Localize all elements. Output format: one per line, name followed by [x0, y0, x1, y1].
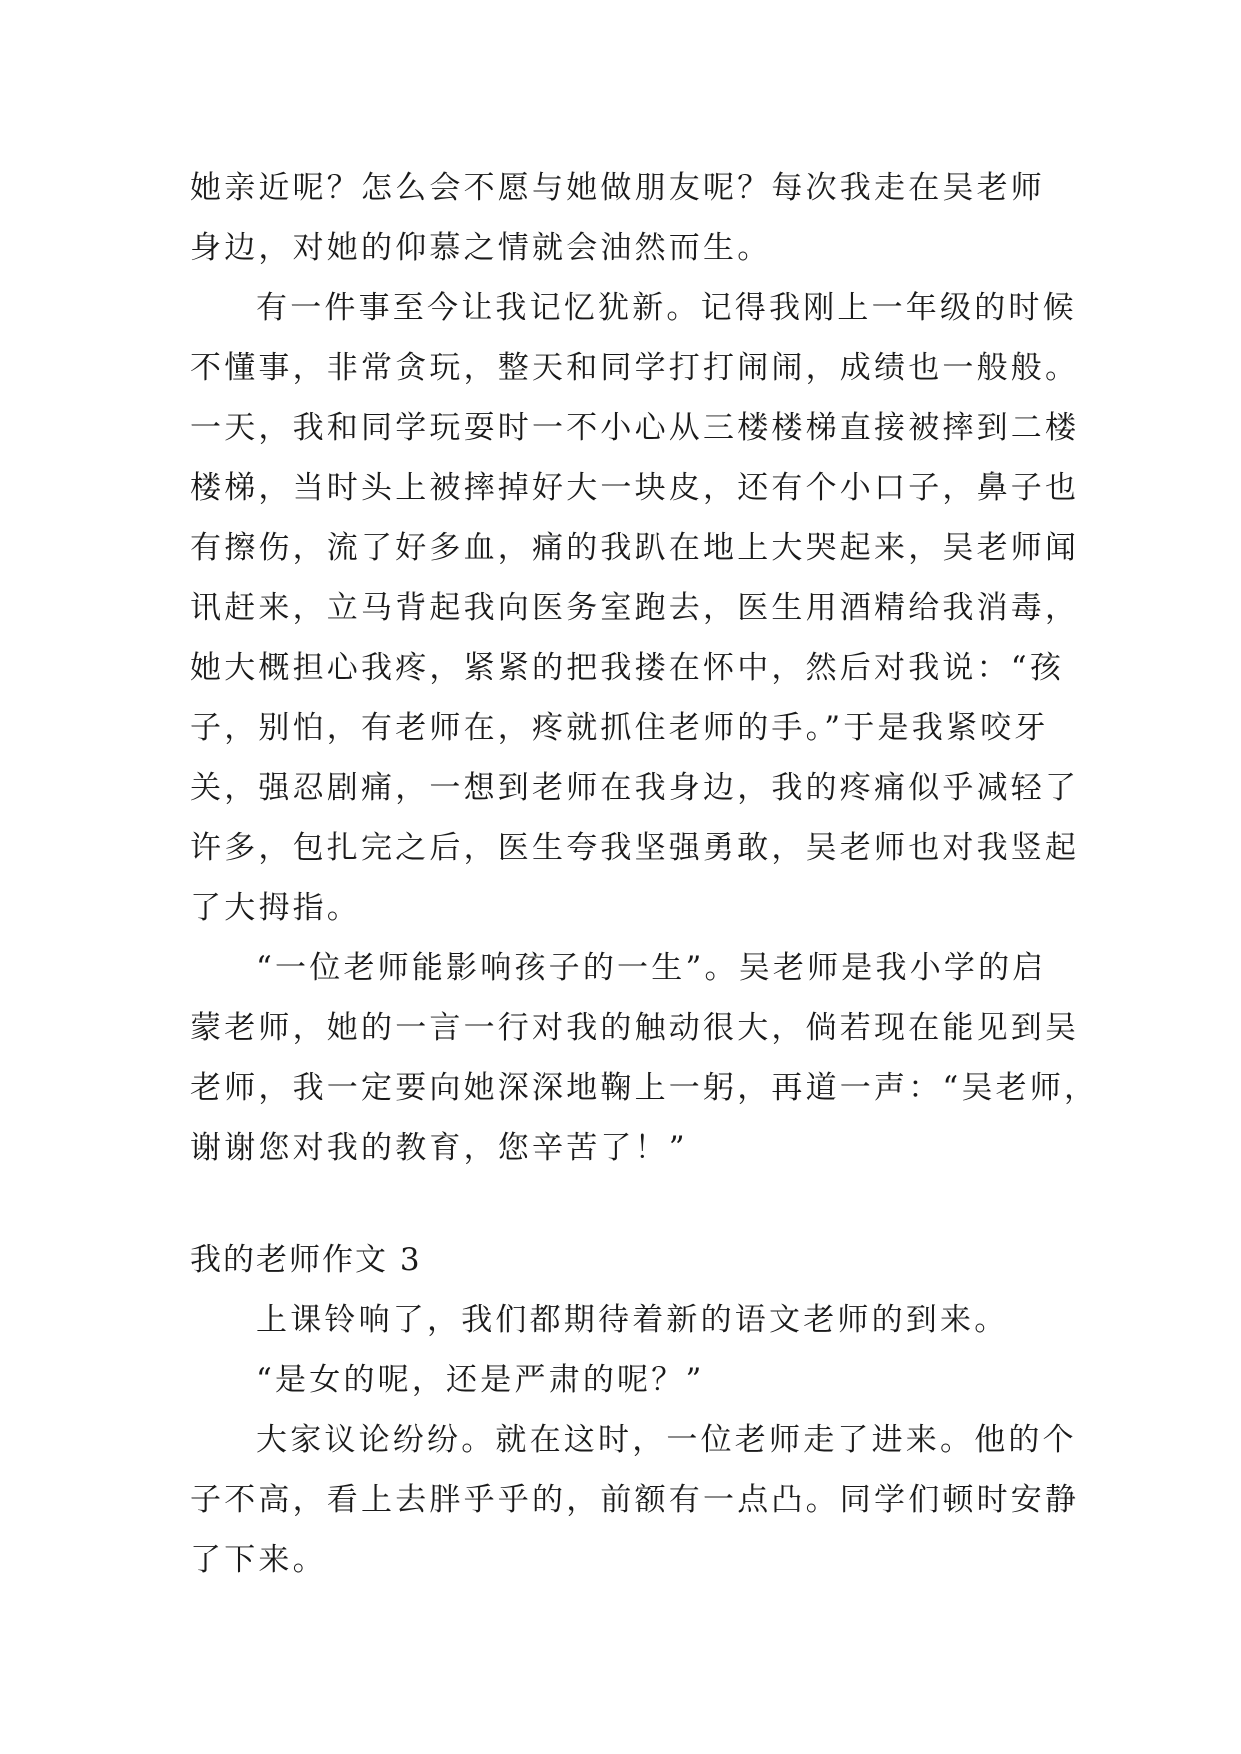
- text-line: 她大概担心我疼，紧紧的把我搂在怀中，然后对我说：“孩: [190, 650, 1065, 686]
- paragraph-first-line: 上课铃响了，我们都期待着新的语文老师的到来。: [256, 1302, 1009, 1338]
- text-line: 子不高，看上去胖乎乎的，前额有一点凸。同学们顿时安静: [190, 1482, 1080, 1518]
- section-heading: 我的老师作文 3: [190, 1242, 422, 1278]
- paragraph-first-line: “一位老师能影响孩子的一生”。吴老师是我小学的启: [256, 950, 1047, 986]
- text-line: 老师，我一定要向她深深地鞠上一躬，再道一声：“吴老师，: [190, 1070, 1099, 1106]
- text-line: 了大拇指。: [190, 890, 361, 926]
- text-line: 不懂事，非常贪玩，整天和同学打打闹闹，成绩也一般般。: [190, 350, 1080, 386]
- text-line: 了下来。: [190, 1542, 327, 1578]
- text-line: 她亲近呢？怎么会不愿与她做朋友呢？每次我走在吴老师: [190, 170, 1045, 206]
- paragraph-first-line: 大家议论纷纷。就在这时，一位老师走了进来。他的个: [256, 1422, 1077, 1458]
- text-line: 身边，对她的仰慕之情就会油然而生。: [190, 230, 772, 266]
- text-line: 楼梯，当时头上被摔掉好大一块皮，还有个小口子，鼻子也: [190, 470, 1080, 506]
- text-line: 有擦伤，流了好多血，痛的我趴在地上大哭起来，吴老师闻: [190, 530, 1080, 566]
- text-line: 子，别怕，有老师在，疼就抓住老师的手。”于是我紧咬牙: [190, 710, 1049, 746]
- text-line: 谢谢您对我的教育，您辛苦了！”: [190, 1130, 688, 1166]
- document-page: [190, 158, 1099, 1590]
- text-line: 许多，包扎完之后，医生夸我坚强勇敢，吴老师也对我竖起: [190, 830, 1080, 866]
- text-line: 蒙老师，她的一言一行对我的触动很大，倘若现在能见到吴: [190, 1010, 1080, 1046]
- text-line: 一天，我和同学玩耍时一不小心从三楼楼梯直接被摔到二楼: [190, 410, 1080, 446]
- paragraph-first-line: “是女的呢，还是严肃的呢？”: [256, 1362, 705, 1398]
- section-gap: [190, 1178, 1070, 1230]
- text-line: 关，强忍剧痛，一想到老师在我身边，我的疼痛似乎减轻了: [190, 770, 1080, 806]
- paragraph-first-line: 有一件事至今让我记忆犹新。记得我刚上一年级的时候: [256, 290, 1077, 326]
- text-line: 讯赶来，立马背起我向医务室跑去，医生用酒精给我消毒，: [190, 590, 1080, 626]
